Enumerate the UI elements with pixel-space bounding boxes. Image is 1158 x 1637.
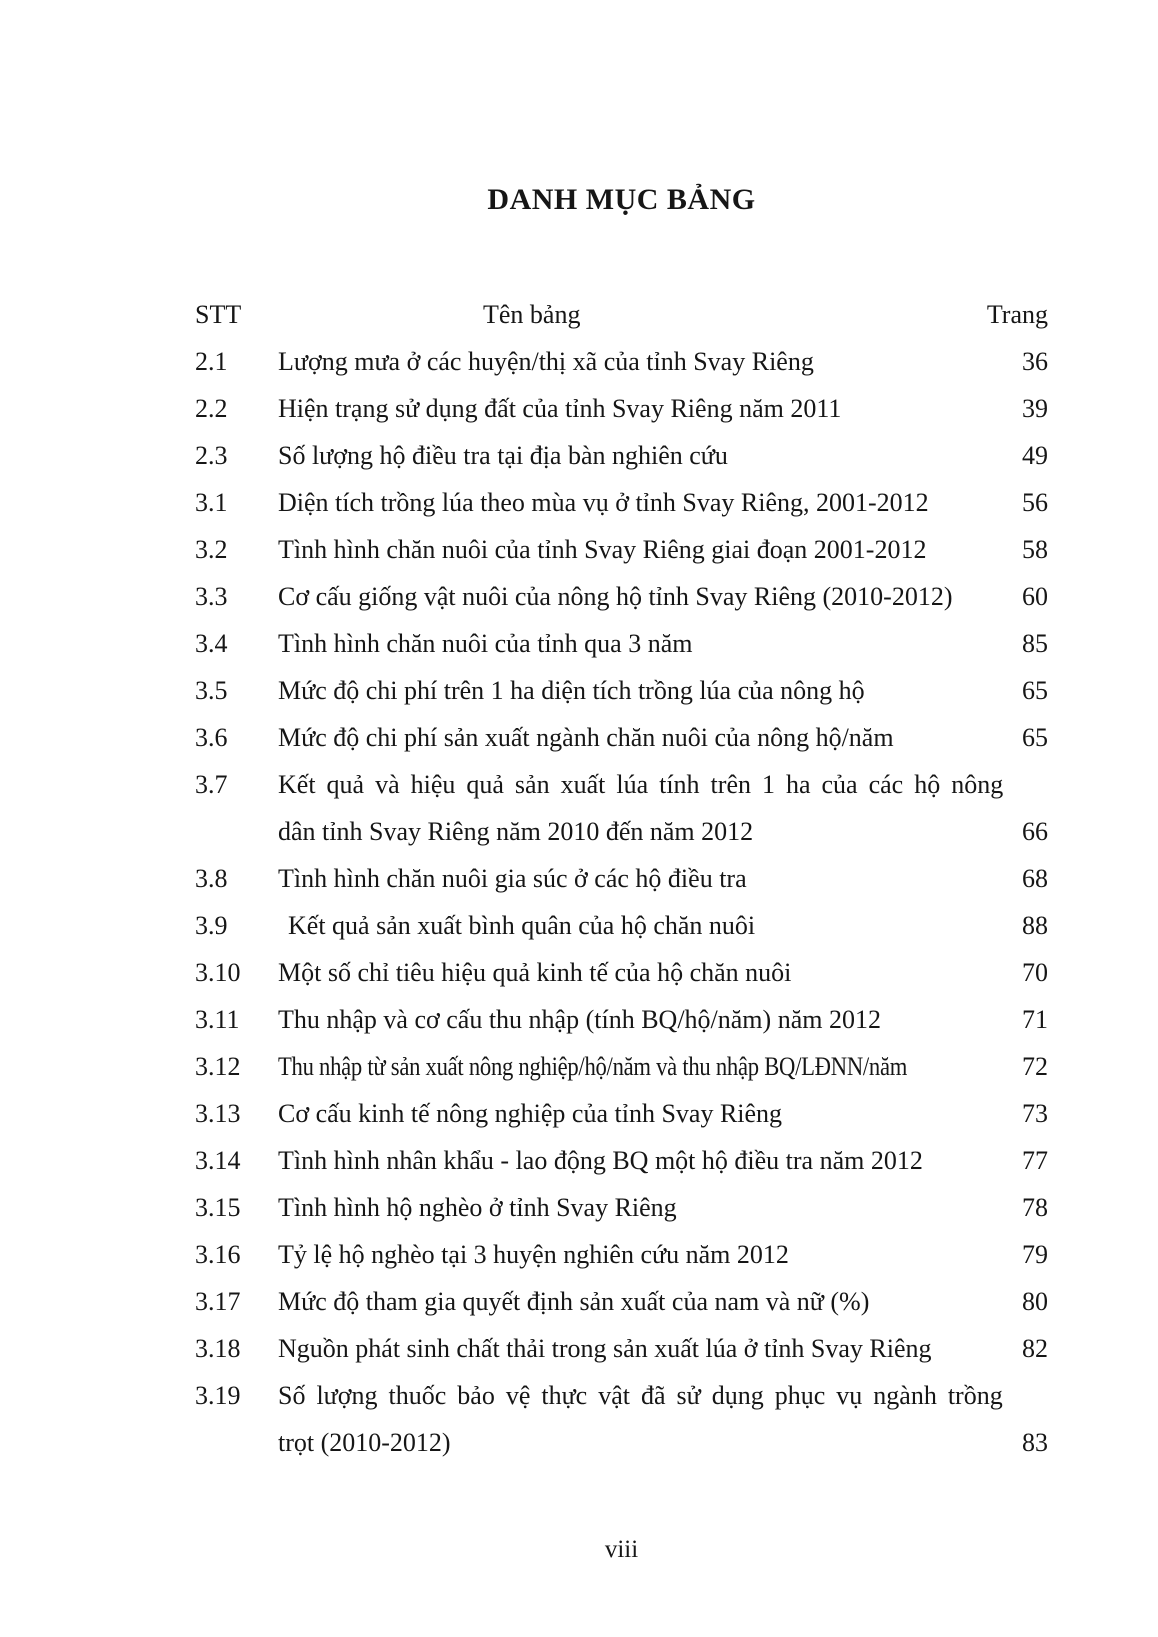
row-page: 82 bbox=[1022, 1334, 1048, 1363]
row-title bbox=[278, 526, 976, 573]
table-row bbox=[195, 714, 1048, 761]
row-title bbox=[278, 1090, 976, 1137]
row-number: 3.5 bbox=[195, 676, 228, 705]
row-title bbox=[278, 855, 976, 902]
row-title-line1: Lượng mưa ở các huyện/thị xã của tỉnh Svay Riêng bbox=[278, 347, 814, 376]
row-page: 56 bbox=[1022, 488, 1048, 517]
row-page: 73 bbox=[1022, 1099, 1048, 1128]
row-title bbox=[278, 949, 976, 996]
row-page: 72 bbox=[1022, 1052, 1048, 1081]
row-title bbox=[278, 714, 976, 761]
table-row bbox=[195, 667, 1048, 714]
table-row bbox=[195, 526, 1048, 573]
row-title-line1: Cơ cấu kinh tế nông nghiệp của tỉnh Svay Riêng bbox=[278, 1099, 783, 1128]
row-page: 83 bbox=[1022, 1428, 1048, 1457]
row-title-line1: Số lượng hộ điều tra tại địa bàn nghiên cứu bbox=[278, 441, 728, 470]
row-title-line1: Tình hình nhân khẩu - lao động BQ một hộ điều tra năm 2012 bbox=[278, 1146, 923, 1175]
row-title-line1: Diện tích trồng lúa theo mùa vụ ở tỉnh Svay Riêng, 2001-2012 bbox=[278, 488, 929, 517]
table-row bbox=[195, 1231, 1048, 1278]
row-title bbox=[278, 385, 976, 432]
row-number: 2.3 bbox=[195, 441, 228, 470]
row-number: 3.4 bbox=[195, 629, 228, 658]
table-row bbox=[195, 573, 1048, 620]
row-title bbox=[278, 1231, 976, 1278]
table-row bbox=[195, 1137, 1048, 1184]
header-trang: Trang bbox=[986, 300, 1048, 329]
row-page: 85 bbox=[1022, 629, 1048, 658]
row-number: 3.9 bbox=[195, 911, 228, 940]
row-title-line1: Thu nhập từ sản xuất nông nghiệp/hộ/năm và thu nhập BQ/LĐNN/năm bbox=[278, 1052, 908, 1081]
row-page: 68 bbox=[1022, 864, 1048, 893]
row-page: 65 bbox=[1022, 723, 1048, 752]
row-page: 78 bbox=[1022, 1193, 1048, 1222]
row-number: 3.12 bbox=[195, 1052, 241, 1081]
table-header-row bbox=[195, 291, 1048, 338]
row-title-line1: Thu nhập và cơ cấu thu nhập (tính BQ/hộ/năm) năm 2012 bbox=[278, 1005, 881, 1034]
row-page: 70 bbox=[1022, 958, 1048, 987]
table-row bbox=[195, 1043, 1048, 1090]
table-row bbox=[195, 479, 1048, 526]
row-title-line1: Một số chỉ tiêu hiệu quả kinh tế của hộ chăn nuôi bbox=[278, 958, 792, 987]
row-page: 66 bbox=[1022, 817, 1048, 846]
row-number: 3.8 bbox=[195, 864, 228, 893]
table-row bbox=[195, 338, 1048, 385]
row-page: 88 bbox=[1022, 911, 1048, 940]
header-name-cell bbox=[278, 291, 976, 338]
row-title-line1: Tình hình hộ nghèo ở tỉnh Svay Riêng bbox=[278, 1193, 677, 1222]
page-title: DANH MỤC BẢNG bbox=[487, 183, 756, 216]
row-page: 58 bbox=[1022, 535, 1048, 564]
row-title bbox=[278, 996, 976, 1043]
table-row bbox=[195, 902, 1048, 949]
page-number-footer: viii bbox=[604, 1536, 639, 1563]
table-body bbox=[195, 338, 1048, 1466]
row-title-line1: Tỷ lệ hộ nghèo tại 3 huyện nghiên cứu năm 2012 bbox=[278, 1240, 789, 1269]
row-title-line1: Kết quả và hiệu quả sản xuất lúa tính trên 1 ha của các hộ nông bbox=[278, 770, 1004, 799]
row-number: 3.2 bbox=[195, 535, 228, 564]
row-title bbox=[278, 902, 976, 949]
row-title bbox=[278, 1184, 976, 1231]
row-number: 3.13 bbox=[195, 1099, 241, 1128]
row-title bbox=[278, 1278, 976, 1325]
row-title-line1: Mức độ tham gia quyết định sản xuất của nam và nữ (%) bbox=[278, 1287, 870, 1316]
row-page: 36 bbox=[1022, 347, 1048, 376]
row-title-line1: Tình hình chăn nuôi của tỉnh qua 3 năm bbox=[278, 629, 693, 658]
row-title-line1: Hiện trạng sử dụng đất của tỉnh Svay Riêng năm 2011 bbox=[278, 394, 842, 423]
row-page: 60 bbox=[1022, 582, 1048, 611]
row-title bbox=[278, 338, 976, 385]
row-page: 80 bbox=[1022, 1287, 1048, 1316]
row-page: 79 bbox=[1022, 1240, 1048, 1269]
row-number: 3.1 bbox=[195, 488, 228, 517]
table-row bbox=[195, 761, 1048, 855]
row-title-line1: Tình hình chăn nuôi gia súc ở các hộ điều tra bbox=[278, 864, 747, 893]
row-title bbox=[278, 1043, 976, 1090]
row-number: 3.6 bbox=[195, 723, 228, 752]
row-title-line1: Kết quả sản xuất bình quân của hộ chăn nuôi bbox=[288, 911, 756, 940]
row-number: 2.2 bbox=[195, 394, 228, 423]
row-number: 3.14 bbox=[195, 1146, 241, 1175]
row-title bbox=[278, 620, 976, 667]
row-number: 3.19 bbox=[195, 1381, 241, 1410]
row-number: 3.7 bbox=[195, 770, 228, 799]
row-title bbox=[278, 761, 1004, 855]
table-row bbox=[195, 620, 1048, 667]
row-title bbox=[278, 479, 976, 526]
row-page: 65 bbox=[1022, 676, 1048, 705]
row-title bbox=[278, 1137, 976, 1184]
row-title-line1: Nguồn phát sinh chất thải trong sản xuất lúa ở tỉnh Svay Riêng bbox=[278, 1334, 932, 1363]
row-title-line1: Mức độ chi phí trên 1 ha diện tích trồng lúa của nông hộ bbox=[278, 676, 865, 705]
row-title-line1: Số lượng thuốc bảo vệ thực vật đã sử dụng phục vụ ngành trồng bbox=[278, 1381, 1003, 1410]
row-title-line1: Mức độ chi phí sản xuất ngành chăn nuôi của nông hộ/năm bbox=[278, 723, 894, 752]
row-page: 77 bbox=[1022, 1146, 1048, 1175]
row-title bbox=[278, 573, 976, 620]
row-number: 3.18 bbox=[195, 1334, 241, 1363]
table-row bbox=[195, 385, 1048, 432]
row-number: 3.3 bbox=[195, 582, 228, 611]
row-title bbox=[278, 432, 976, 479]
table-row bbox=[195, 1184, 1048, 1231]
row-page: 49 bbox=[1022, 441, 1048, 470]
row-number: 2.1 bbox=[195, 347, 228, 376]
row-title-line2: trọt (2010-2012) bbox=[278, 1428, 451, 1457]
row-number: 3.15 bbox=[195, 1193, 241, 1222]
table-row bbox=[195, 1278, 1048, 1325]
row-page: 39 bbox=[1022, 394, 1048, 423]
row-number: 3.10 bbox=[195, 958, 241, 987]
row-number: 3.11 bbox=[195, 1005, 240, 1034]
header-ten-bang: Tên bảng bbox=[483, 300, 581, 329]
row-number: 3.17 bbox=[195, 1287, 241, 1316]
table-row bbox=[195, 1090, 1048, 1137]
table-row bbox=[195, 1325, 1048, 1372]
row-title bbox=[278, 1372, 1003, 1466]
row-title bbox=[278, 667, 976, 714]
table-row bbox=[195, 855, 1048, 902]
row-title-line1: Cơ cấu giống vật nuôi của nông hộ tỉnh Svay Riêng (2010-2012) bbox=[278, 582, 953, 611]
row-title-line1: Tình hình chăn nuôi của tỉnh Svay Riêng giai đoạn 2001-2012 bbox=[278, 535, 927, 564]
header-stt: STT bbox=[195, 300, 242, 329]
list-of-tables bbox=[195, 291, 1048, 1466]
row-page: 71 bbox=[1022, 1005, 1048, 1034]
row-title bbox=[278, 1325, 976, 1372]
row-title-line2: dân tỉnh Svay Riêng năm 2010 đến năm 2012 bbox=[278, 817, 754, 846]
table-row bbox=[195, 1372, 1048, 1466]
table-row bbox=[195, 949, 1048, 996]
table-row bbox=[195, 996, 1048, 1043]
table-row bbox=[195, 432, 1048, 479]
row-number: 3.16 bbox=[195, 1240, 241, 1269]
